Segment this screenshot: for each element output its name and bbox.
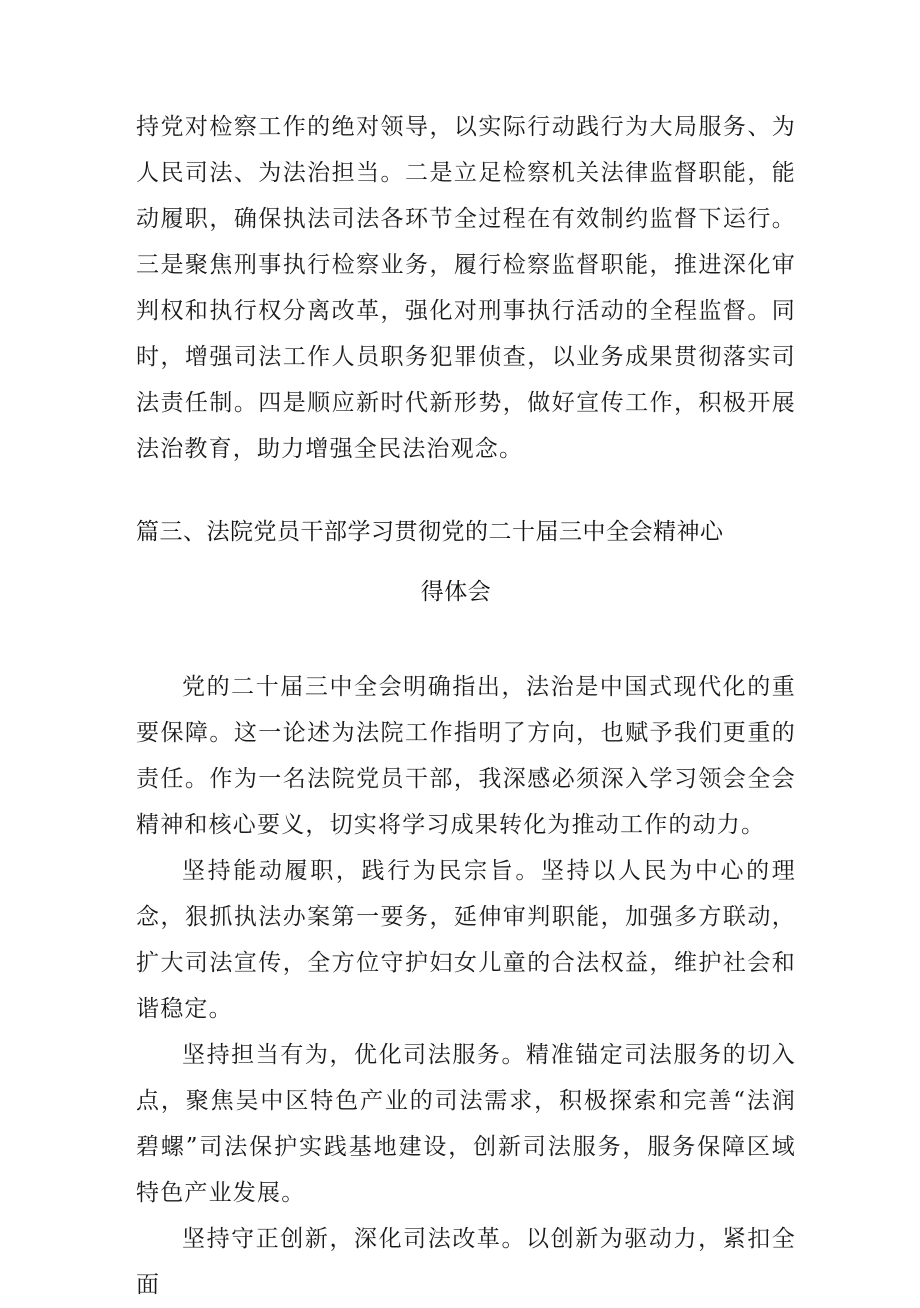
section-heading-line-1: 篇三、法院党员干部学习贯彻党的二十届三中全会精神心 xyxy=(136,519,724,545)
body-paragraph-4: 坚持守正创新，深化司法改革。以创新为驱动力，紧扣全面 xyxy=(136,1226,796,1298)
body-paragraph-1: 党的二十届三中全会明确指出，法治是中国式现代化的重要保障。这一论述为法院工作指明了方向，也赋予我们更重的责任。作为一名法院党员干部，我深感必须深入学习领会全会精神和核心要义，切实将学习成果转化为推动工作的动力。 xyxy=(136,674,796,838)
body-paragraph-2: 坚持能动履职，践行为民宗旨。坚持以人民为中心的理念，狠抓执法办案第一要务，延伸审判职能，加强多方联动，扩大司法宣传，全方位守护妇女儿童的合法权益，维护社会和谐稳定。 xyxy=(136,858,796,1022)
continuation-text: 持党对检察工作的绝对领导，以实际行动践行为大局服务、为人民司法、为法治担当。二是立足检察机关法律监督职能，能动履职，确保执法司法各环节全过程在有效制约监督下运行。三是聚焦刑事执行检察业务，履行检察监督职能，推进深化审判权和执行权分离改革，强化对刑事执行活动的全程监督。同时，增强司法工作人员职务犯罪侦查，以业务成果贯彻落实司法责任制。四是顺应新时代新形势，做好宣传工作，积极开展法治教育，助力增强全民法治观念。 xyxy=(136,114,796,462)
continuation-paragraph xyxy=(136,104,796,472)
section-body xyxy=(136,664,796,1308)
body-paragraph-3: 坚持担当有为，优化司法服务。精准锚定司法服务的切入点，聚焦吴中区特色产业的司法需求，积极探索和完善“法润碧螺”司法保护实践基地建设，创新司法服务，服务保障区域特色产业发展。 xyxy=(136,1042,796,1206)
section-heading-line-2: 得体会 xyxy=(420,579,492,605)
